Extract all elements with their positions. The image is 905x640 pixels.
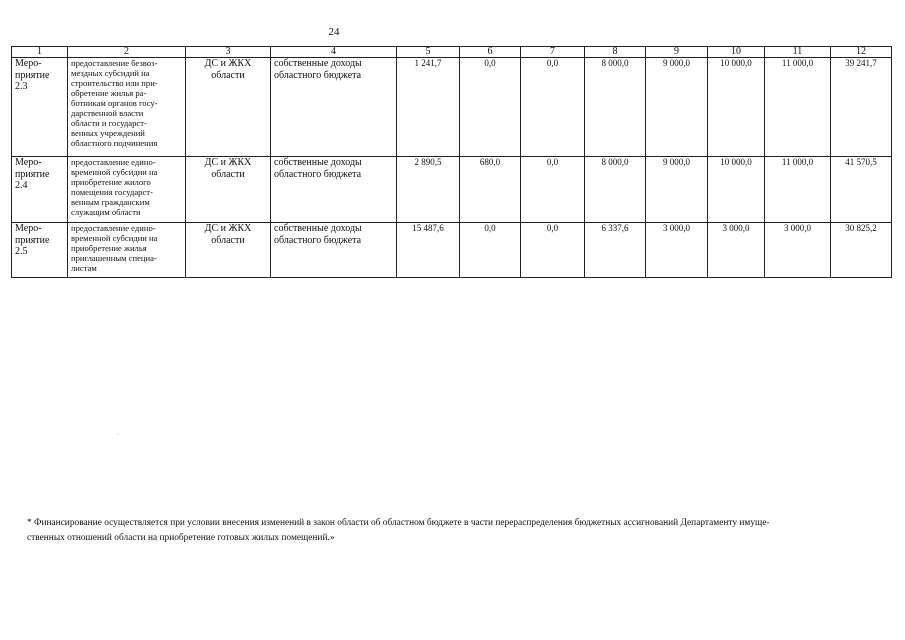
- funding-source-cell: собственные доходы областного бюджета: [271, 223, 397, 278]
- value-cell: 9 000,0: [646, 58, 708, 157]
- description-cell: предоставление едино- временной субсидии на приобретение жилья приглашенным специа- листам: [68, 223, 186, 278]
- funding-source-cell: собственные доходы областного бюджета: [271, 157, 397, 223]
- total-cell: 39 241,7: [831, 58, 892, 157]
- value-cell: 15 487,6: [397, 223, 460, 278]
- total-cell: 41 570,5: [831, 157, 892, 223]
- value-cell: 8 000,0: [585, 58, 646, 157]
- column-header: 8: [585, 47, 646, 58]
- value-cell: 1 241,7: [397, 58, 460, 157]
- description-cell: предоставление безвоз- мездных субсидий на строительство или при- обретение жилья ра- ботникам органов госу- дарственной власти области и государст- венных учреждений областного подчинения: [68, 58, 186, 157]
- column-header: 6: [460, 47, 521, 58]
- column-header: 4: [271, 47, 397, 58]
- table-row: [12, 157, 892, 223]
- value-cell: 9 000,0: [646, 157, 708, 223]
- column-header: 9: [646, 47, 708, 58]
- measure-cell: Меро- приятие 2.4: [12, 157, 68, 223]
- executor-cell: ДС и ЖКХ области: [186, 157, 271, 223]
- executor-cell: ДС и ЖКХ области: [186, 58, 271, 157]
- value-cell: 680,0: [460, 157, 521, 223]
- column-header: 11: [765, 47, 831, 58]
- total-cell: 30 825,2: [831, 223, 892, 278]
- scan-speck: ·: [117, 432, 119, 438]
- budget-table: [11, 46, 892, 278]
- description-cell: предоставление едино- временной субсидии на приобретение жилого помещения государст- венным гражданским служащим области: [68, 157, 186, 223]
- footnote: * Финансирование осуществляется при условии внесения изменений в закон области об областном бюджете в части перераспределения бюджетных ассигнований Департаменту имуще- ственных отношений области на приобретение готовых жилых помещений.»: [27, 518, 770, 543]
- measure-cell: Меро- приятие 2.5: [12, 223, 68, 278]
- value-cell: 0,0: [521, 58, 585, 157]
- value-cell: 0,0: [460, 58, 521, 157]
- value-cell: 3 000,0: [646, 223, 708, 278]
- column-header: 2: [68, 47, 186, 58]
- executor-cell: ДС и ЖКХ области: [186, 223, 271, 278]
- column-header: 10: [708, 47, 765, 58]
- column-header: 5: [397, 47, 460, 58]
- value-cell: 8 000,0: [585, 157, 646, 223]
- value-cell: 10 000,0: [708, 157, 765, 223]
- funding-source-cell: собственные доходы областного бюджета: [271, 58, 397, 157]
- page-number: 24: [328, 26, 340, 38]
- value-cell: 11 000,0: [765, 157, 831, 223]
- value-cell: 2 890,5: [397, 157, 460, 223]
- value-cell: 11 000,0: [765, 58, 831, 157]
- table-row: [12, 223, 892, 278]
- column-header: 12: [831, 47, 892, 58]
- column-number-row: [12, 47, 892, 58]
- table-row: [12, 58, 892, 157]
- value-cell: 10 000,0: [708, 58, 765, 157]
- value-cell: 3 000,0: [708, 223, 765, 278]
- value-cell: 0,0: [460, 223, 521, 278]
- column-header: 3: [186, 47, 271, 58]
- column-header: 7: [521, 47, 585, 58]
- value-cell: 0,0: [521, 223, 585, 278]
- value-cell: 0,0: [521, 157, 585, 223]
- measure-cell: Меро- приятие 2.3: [12, 58, 68, 157]
- value-cell: 6 337,6: [585, 223, 646, 278]
- column-header: 1: [12, 47, 68, 58]
- value-cell: 3 000,0: [765, 223, 831, 278]
